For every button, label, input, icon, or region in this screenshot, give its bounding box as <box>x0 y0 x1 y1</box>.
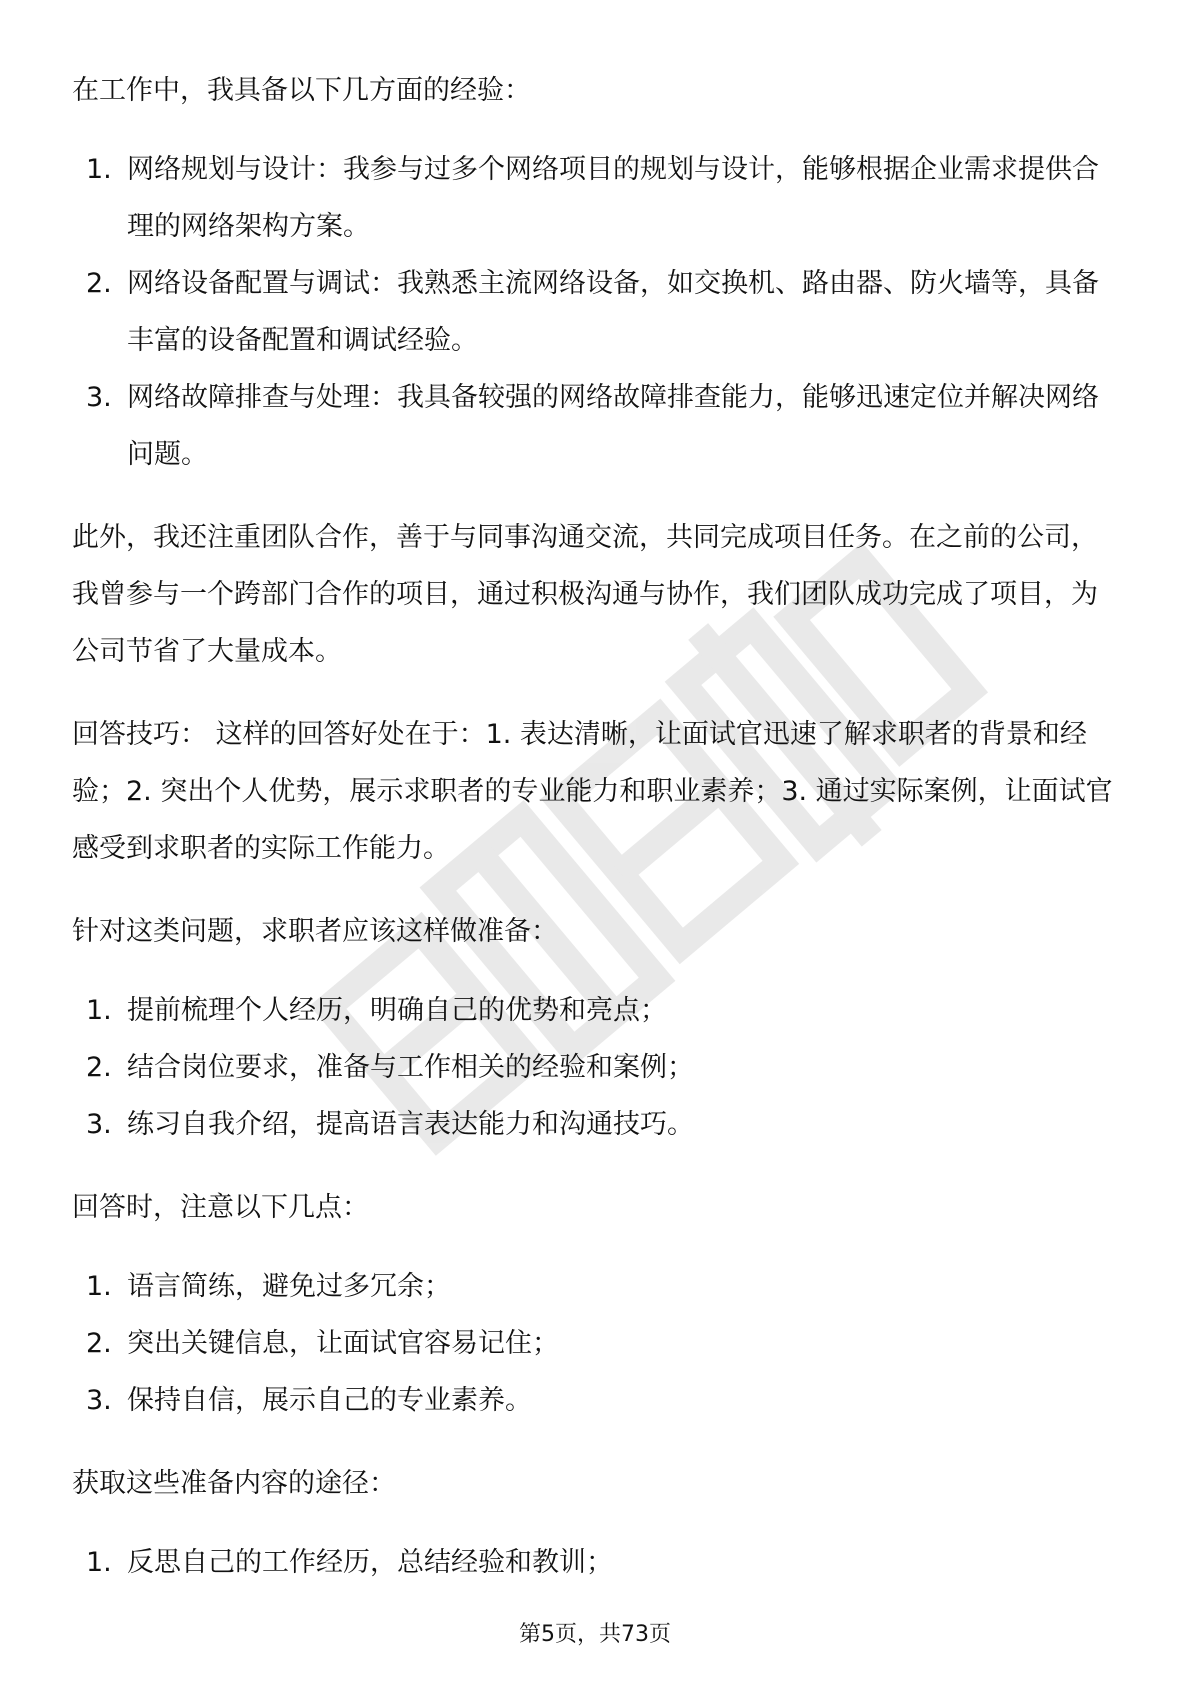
list-number: 2. <box>86 1328 112 1359</box>
list-text: 练习自我介绍，提高语言表达能力和沟通技巧。 <box>127 1109 694 1140</box>
notes-list <box>72 1258 1122 1429</box>
list-number: 2. <box>86 1052 112 1083</box>
list-item <box>72 369 1122 483</box>
page-number-label: 第5页，共73页 <box>519 1622 671 1647</box>
sources-list <box>72 1534 1122 1591</box>
intro-paragraph: 在工作中，我具备以下几方面的经验： <box>72 75 531 106</box>
list-text: 网络设备配置与调试：我熟悉主流网络设备，如交换机、路由器、防火墙等，具备丰富的设备配置和调试经验。 <box>127 268 1099 356</box>
experience-list <box>72 141 1122 483</box>
sources-heading: 获取这些准备内容的途径： <box>72 1468 396 1499</box>
tips-paragraph: 回答技巧： 这样的回答好处在于：1. 表达清晰，让面试官迅速了解求职者的背景和经验；2. 突出个人优势，展示求职者的专业能力和职业素养；3. 通过实际案例，让面试官感受到求职者的实际工作能力。 <box>72 719 1113 864</box>
list-item <box>72 141 1122 255</box>
list-text: 语言简练，避免过多冗余； <box>127 1271 451 1302</box>
list-text: 突出关键信息，让面试官容易记住； <box>127 1328 559 1359</box>
list-item <box>72 1096 1122 1153</box>
list-item <box>72 1039 1122 1096</box>
page-footer <box>0 1620 1190 1650</box>
list-item <box>72 1372 1122 1429</box>
list-item <box>72 255 1122 369</box>
list-number: 3. <box>86 1109 112 1140</box>
list-text: 反思自己的工作经历，总结经验和教训； <box>127 1547 613 1578</box>
prepare-list <box>72 982 1122 1153</box>
list-text: 结合岗位要求，准备与工作相关的经验和案例； <box>127 1052 694 1083</box>
teamwork-paragraph: 此外，我还注重团队合作，善于与同事沟通交流，共同完成项目任务。在之前的公司，我曾参与一个跨部门合作的项目，通过积极沟通与协作，我们团队成功完成了项目，为公司节省了大量成本。 <box>72 522 1098 667</box>
prepare-heading: 针对这类问题，求职者应该这样做准备： <box>72 916 558 947</box>
list-item <box>72 1258 1122 1315</box>
list-number: 3. <box>86 382 112 413</box>
list-item <box>72 1534 1122 1591</box>
list-number: 2. <box>86 268 112 299</box>
list-number: 1. <box>86 1271 112 1302</box>
list-item <box>72 982 1122 1039</box>
list-item <box>72 1315 1122 1372</box>
notes-heading: 回答时，注意以下几点： <box>72 1192 369 1223</box>
list-number: 1. <box>86 154 112 185</box>
list-number: 3. <box>86 1385 112 1416</box>
list-number: 1. <box>86 1547 112 1578</box>
list-text: 保持自信，展示自己的专业素养。 <box>127 1385 532 1416</box>
document-body <box>72 62 1122 1617</box>
list-text: 提前梳理个人经历，明确自己的优势和亮点； <box>127 995 667 1026</box>
list-text: 网络规划与设计：我参与过多个网络项目的规划与设计，能够根据企业需求提供合理的网络架构方案。 <box>127 154 1099 242</box>
list-text: 网络故障排查与处理：我具备较强的网络故障排查能力，能够迅速定位并解决网络问题。 <box>127 382 1099 470</box>
list-number: 1. <box>86 995 112 1026</box>
